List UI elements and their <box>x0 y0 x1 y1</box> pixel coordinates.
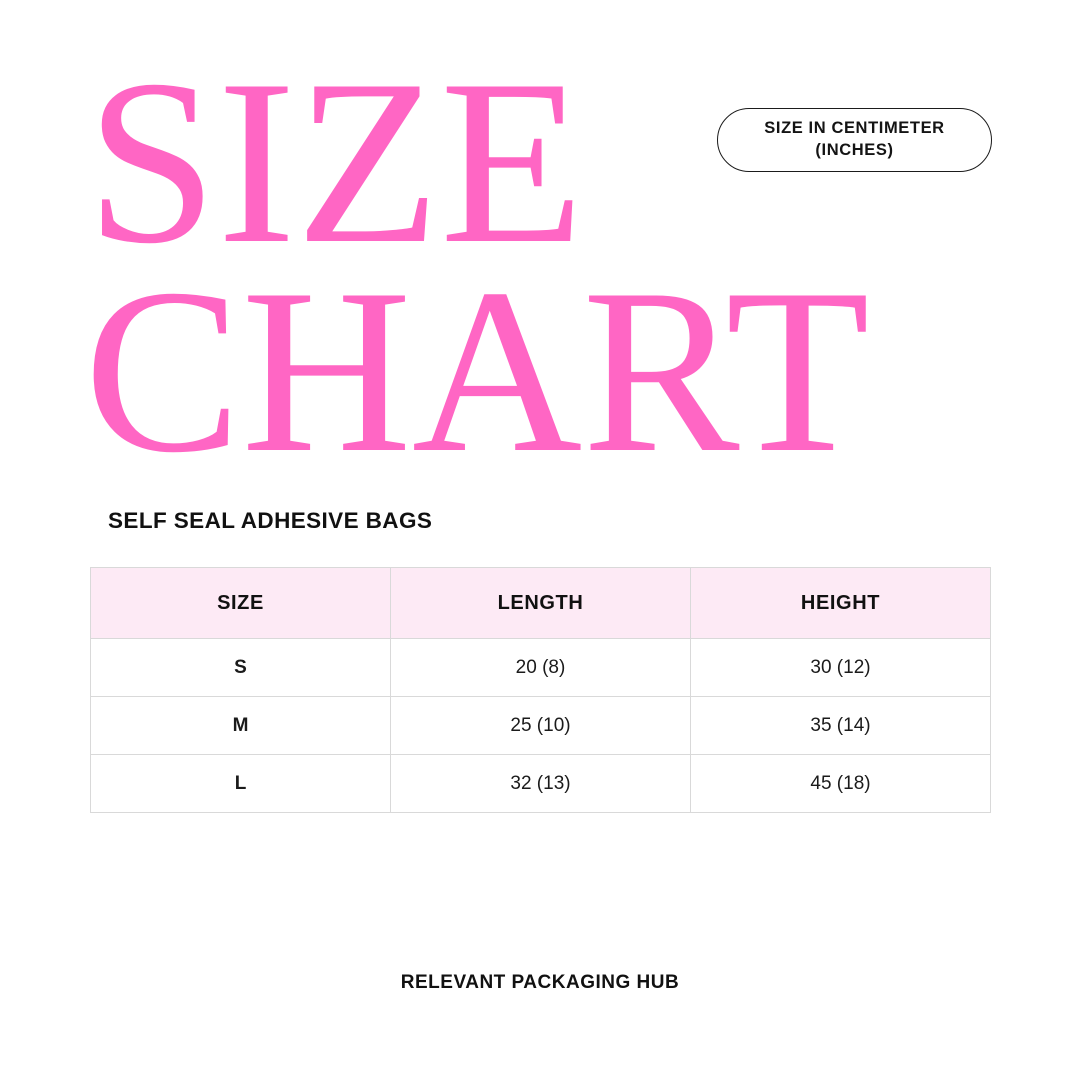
column-header-height: HEIGHT <box>691 568 991 639</box>
unit-badge-line-2: (INCHES) <box>815 141 894 159</box>
title-line-chart: CHART <box>84 240 870 502</box>
cell-length: 32 (13) <box>391 755 691 813</box>
unit-badge-line-1: SIZE IN CENTIMETER <box>764 119 945 138</box>
cell-size: M <box>91 697 391 755</box>
size-chart-table <box>90 567 991 813</box>
brand-footer: RELEVANT PACKAGING HUB <box>400 972 680 993</box>
cell-height: 30 (12) <box>691 639 991 697</box>
cell-length: 25 (10) <box>391 697 691 755</box>
cell-length: 20 (8) <box>391 639 691 697</box>
cell-height: 45 (18) <box>691 755 991 813</box>
table-header-row <box>91 568 991 639</box>
table-body <box>91 639 991 813</box>
cell-height: 35 (14) <box>691 697 991 755</box>
table-row <box>91 639 991 697</box>
table-row <box>91 755 991 813</box>
column-header-size: SIZE <box>91 568 391 639</box>
product-subtitle: SELF SEAL ADHESIVE BAGS <box>108 508 433 533</box>
cell-size: L <box>91 755 391 813</box>
column-header-length: LENGTH <box>391 568 691 639</box>
title-line-size: SIZE <box>86 32 585 293</box>
table-header <box>91 568 991 639</box>
table-row <box>91 697 991 755</box>
cell-size: S <box>91 639 391 697</box>
